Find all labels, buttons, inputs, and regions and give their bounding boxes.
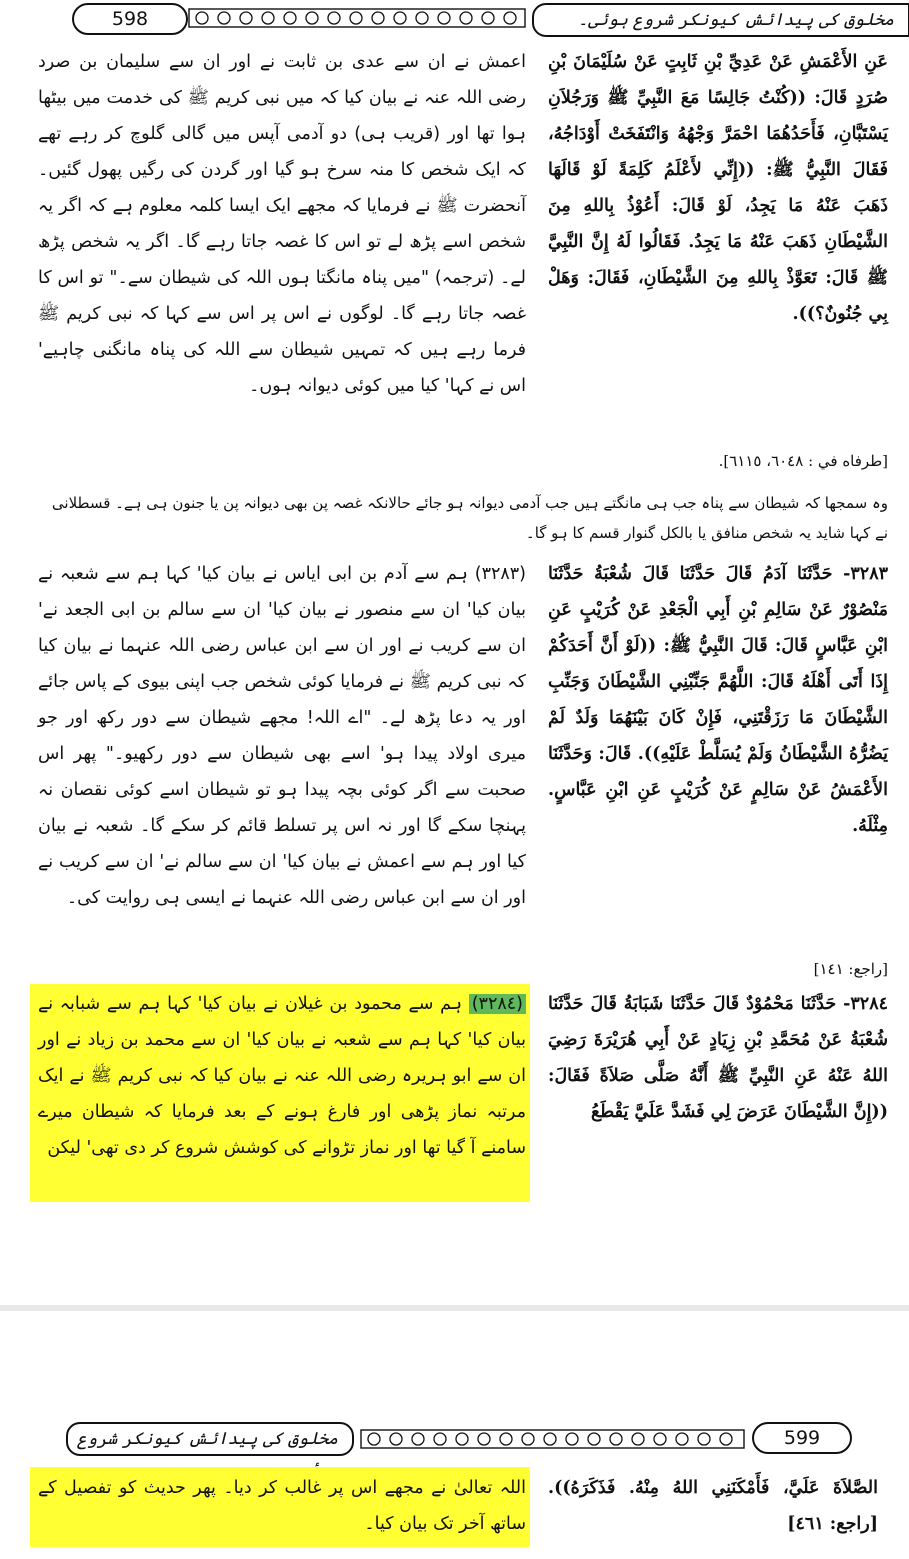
arabic-text-block-2: ٣٢٨٣- حَدَّثَنَا آدَمُ قَالَ حَدَّثَنَا قَالَ شُعْبَةُ حَدَّثَنَا مَنْصُوْرٌ عَنْ سَالِمِ بْنِ أَبِي الْجَعْدِ عَنْ كُرَيْبٍ عَنِ ابْنِ عَبَّاسٍ قَالَ: قَالَ النَّبِيُّ ﷺ: ((لَوْ أَنَّ أَحَدَكُمْ إِذَا أَتَى أَهْلَهُ قَالَ: اللَّهُمَّ جَنِّبْنِي الشَّيْطَانَ وَجَنِّبِ الشَّيْطَانَ مَا رَزَقْتَنِي، فَإِنْ كَانَ بَيْنَهُمَا وَلَدٌ لَمْ يَضُرُّهُ الشَّيْطَانُ وَلَمْ يُسَلَّطْ عَلَيْهِ)). قَالَ: وَحَدَّثَنَا الأَعْمَشُ عَنْ سَالِمٍ عَنْ كُرَيْبٍ عَنِ ابْنِ عَبَّاسٍ. مِثْلَهُ.: [548, 564, 888, 836]
urdu-translation-block-3: [38, 986, 526, 1166]
reference-block-2: [راجع: ١٤١]: [813, 960, 888, 978]
reference-block-1: [طرفاه في : ٦٠٤٨، ٦١١٥].: [718, 452, 888, 470]
arabic-text-block-3: ٣٢٨٤- حَدَّثَنَا مَحْمُوْدٌ قَالَ حَدَّثَنَا شَبَابَةُ قَالَ حَدَّثَنَا شُعْبَةُ عَنْ مُحَمَّدِ بْنِ زِيَادٍ عَنْ أَبِي هُرَيْرَةَ رَضِيَ اللهُ عَنْهُ عَنِ النَّبِيِّ ﷺ أَنَّهُ صَلَّى صَلاَةً فَقَالَ: ((إِنَّ الشَّيْطَانَ عَرَضَ لِي فَشَدَّ عَلَيَّ يَقْطَعُ: [548, 994, 888, 1122]
page-number-2: 599: [752, 1422, 852, 1454]
chapter-title: مخلوق کی پیدائش کیونکر شروع ہوئی۔: [532, 3, 909, 37]
ornament-border: [188, 6, 526, 30]
page-separator-line: [0, 1305, 909, 1311]
urdu-translation-page-2: اللہ تعالیٰ نے مجھے اس پر غالب کر دیا۔ پھر حدیث کو تفصیل کے ساتھ آخر تک بیان کیا۔: [38, 1478, 526, 1534]
chapter-title-2: مخلوق کی پیدائش کیونکر شروع: [66, 1422, 354, 1456]
arabic-text-block-1: عَنِ الأَعْمَشِ عَنْ عَدِيِّ بْنِ ثَابِتٍ عَنْ سُلَيْمَانَ بْنِ صُرَدٍ قَالَ: ((كُنْتُ جَالِسًا مَعَ النَّبِيِّ ﷺ وَرَجُلاَنِ يَسْتَبَّانِ، فَأَحَدُهُمَا احْمَرَّ وَجْهُهُ وَانْتَفَخَتْ أَوْدَاجُهُ، فَقَالَ النَّبِيُّ ﷺ: ((إِنِّي لأَعْلَمُ كَلِمَةً لَوْ قَالَهَا ذَهَبَ عَنْهُ مَا يَجِدُ، لَوْ قَالَ: أَعُوْذُ بِاللهِ مِنَ الشَّيْطَانِ ذَهَبَ عَنْهُ مَا يَجِدُ. فَقَالُوا لَهُ إِنَّ النَّبِيَّ ﷺ قَالَ: تَعَوَّذْ بِاللهِ مِنَ الشَّيْطَانِ، فَقَالَ: وَهَلْ بِي جُنُونٌ؟)).: [548, 52, 888, 324]
commentary-note: وہ سمجھا کہ شیطان سے پناہ جب ہی مانگتے ہیں جب آدمی دیوانہ ہو جائے حالانکہ غصہ پن بھی دیوانہ پن یا جنون ہی ہے۔ قسطلانی نے کہا شاید یہ شخص منافق یا بالکل گنوار قسم کا ہو گا۔: [51, 494, 888, 542]
page-number: 598: [72, 3, 188, 35]
hadith-number-tag: (٣٢٨٤): [469, 994, 526, 1014]
urdu-translation-block-3-text: ہم سے محمود بن غیلان نے بیان کیا' کہا ہم سے شبابہ نے بیان کیا' کہا ہم سے شعبہ نے بیان کیا' ان سے محمد بن زیاد نے اور ان سے ابو ہریرہ رضی اللہ عنہ نے بیان کیا کہ نبی کریم ﷺ نے ایک مرتبہ نماز پڑھی اور فارغ ہونے کے بعد فرمایا کہ شیطان میرے سامنے آ گیا تھا اور نماز تڑوانے کی کوشش شروع کر دی تھی' لیکن: [38, 994, 526, 1158]
arabic-text-page-2: الصَّلاَةَ عَلَيَّ، فَأَمْكَنَنِي اللهُ مِنْهُ. فَذَكَرَهُ)). [راجع: ٤٦١]: [548, 1478, 878, 1534]
urdu-translation-block-2: (٣٢٨٣) ہم سے آدم بن ابی ایاس نے بیان کیا' کہا ہم سے شعبہ نے بیان کیا' ان سے منصور نے بیان کیا' ان سے سالم بن ابی الجعد نے' ان سے کریب نے اور ان سے ابن عباس رضی اللہ عنہما نے بیان کیا کہ نبی کریم ﷺ نے فرمایا کوئی شخص جب اپنی بیوی کے پاس جائے اور یہ دعا پڑھ لے۔ "اے اللہ! مجھے شیطان سے دور رکھ اور جو میری اولاد پیدا ہو' اسے بھی شیطان سے دور رکھیو۔" پھر اس صحبت سے اگر کوئی بچہ پیدا ہو تو شیطان اسے کوئی نقصان نہ پہنچا سکے گا اور نہ اس پر تسلط قائم کر سکے گا۔ شعبہ نے بیان کیا اور ہم سے اعمش نے بیان کیا' ان سے سالم نے' ان سے کریب نے اور ان سے ابن عباس رضی اللہ عنہما نے ایسی ہی روایت کی۔: [38, 564, 526, 908]
page-599: [0, 1405, 909, 1559]
ornament-border-2: [360, 1427, 745, 1451]
urdu-translation-block-1: اعمش نے ان سے عدی بن ثابت نے اور ان سے سلیمان بن صرد رضی اللہ عنہ نے بیان کیا کہ میں نبی کریم ﷺ کی خدمت میں بیٹھا ہوا تھا اور (قریب ہی) دو آدمی آپس میں گالی گلوچ کر رہے تھے کہ ایک شخص کا منہ سرخ ہو گیا اور گردن کی رگیں پھول گئیں۔ آنحضرت ﷺ نے فرمایا کہ مجھے ایک ایسا کلمہ معلوم ہے کہ اگر یہ شخص اسے پڑھ لے تو اس کا غصہ جاتا رہے گا۔ اگر یہ شخص پڑھ لے۔ (ترجمہ) "میں پناہ مانگتا ہوں اللہ کی شیطان سے۔" تو اس کا غصہ جاتا رہے گا۔ لوگوں نے اس پر اس سے کہا کہ نبی کریم ﷺ فرما رہے ہیں کہ تمہیں شیطان سے اللہ کی پناہ مانگنی چاہیے' اس نے کہا' کیا میں کوئی دیوانہ ہوں۔: [38, 52, 526, 396]
